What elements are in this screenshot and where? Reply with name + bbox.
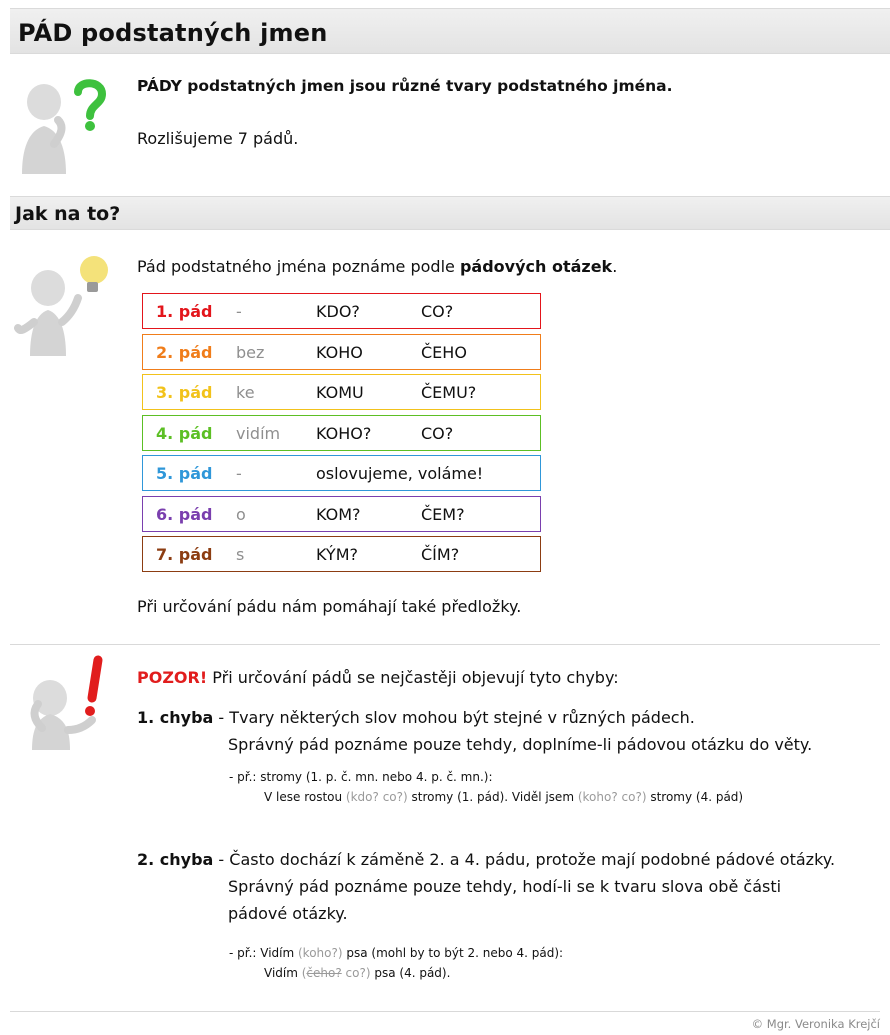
case-question-2: ČEM? xyxy=(421,504,465,524)
case-question-2: ČEHO xyxy=(421,342,467,362)
case-question-1: oslovujeme, voláme! xyxy=(316,464,484,483)
page-title: PÁD podstatných jmen xyxy=(18,19,328,47)
prepositions-note: Při určování pádu nám pomáhají také předložky. xyxy=(137,597,522,616)
case-table xyxy=(142,293,541,577)
case-question-1: KOHO xyxy=(316,342,363,362)
example-text: psa (4. pád). xyxy=(370,966,451,980)
error-2-label: 2. chyba xyxy=(137,850,214,869)
example-question: (koho? co?) xyxy=(577,790,647,804)
case-row-5 xyxy=(142,455,541,491)
intro-bold-text: pádových otázek xyxy=(459,257,613,276)
case-preposition: vidím xyxy=(236,423,281,443)
thinking-figure-question-icon xyxy=(14,70,108,174)
example-text: stromy (4. pád) xyxy=(646,790,744,804)
example-text: psa (mohl by to být 2. nebo 4. pád): xyxy=(342,946,564,960)
case-row-3 xyxy=(142,374,541,410)
error-2-example-1 xyxy=(229,946,563,960)
worried-figure-exclamation-icon xyxy=(20,654,120,750)
case-number: 5. pád xyxy=(156,464,213,483)
example-text: - př.: Vidím xyxy=(229,946,298,960)
example-paren: ( xyxy=(301,966,307,980)
warning-text xyxy=(137,668,619,687)
example-question: co?) xyxy=(341,966,371,980)
section-heading: Jak na to? xyxy=(15,203,121,225)
example-struck-question: čeho? xyxy=(306,966,342,980)
case-question-1: KOMU xyxy=(316,383,364,402)
case-preposition: o xyxy=(236,504,246,524)
error-1-example-1: - př.: stromy (1. p. č. mn. nebo 4. p. č. mn.): xyxy=(229,770,493,784)
case-question-1: KDO? xyxy=(316,302,360,321)
case-row-6 xyxy=(142,496,541,532)
example-text: V lese rostou xyxy=(264,790,346,804)
case-number: 3. pád xyxy=(156,383,213,402)
error-1-line-2: Správný pád poznáme pouze tehdy, doplníme-li pádovou otázku do věty. xyxy=(228,735,813,754)
case-preposition: ke xyxy=(236,383,255,402)
error-2-line-1 xyxy=(137,850,835,869)
example-question: (kdo? co?) xyxy=(345,790,408,804)
case-row-4 xyxy=(142,415,541,451)
intro-text-end: . xyxy=(612,257,618,276)
case-preposition: - xyxy=(236,302,242,321)
idea-figure-lightbulb-icon xyxy=(14,252,114,356)
case-count-text: Rozlišujeme 7 pádů. xyxy=(137,129,299,148)
case-preposition: - xyxy=(236,464,242,483)
case-question-1: KOHO? xyxy=(316,423,372,443)
case-question-2: CO? xyxy=(421,423,454,443)
case-row-7 xyxy=(142,536,541,572)
case-number: 6. pád xyxy=(156,504,213,524)
section-divider xyxy=(10,644,880,645)
error-1-line-1 xyxy=(137,708,695,727)
footer-divider xyxy=(10,1011,880,1012)
case-row-2 xyxy=(142,334,541,370)
error-2-line-2: Správný pád poznáme pouze tehdy, hodí-li se k tvaru slova obě části xyxy=(228,877,782,896)
example-question: (koho?) xyxy=(298,946,343,960)
definition-text: PÁDY podstatných jmen jsou různé tvary podstatného jména. xyxy=(137,77,673,95)
error-1-desc: - Tvary některých slov mohou být stejné v různých pádech. xyxy=(213,708,695,727)
case-row-1 xyxy=(142,293,541,329)
error-1-example-2 xyxy=(264,790,743,804)
case-number: 1. pád xyxy=(156,302,213,321)
how-to-band xyxy=(10,196,890,230)
case-number: 7. pád xyxy=(156,545,213,564)
example-text: Vidím xyxy=(264,966,302,980)
example-text: stromy (1. pád). Viděl jsem xyxy=(407,790,578,804)
copyright: © Mgr. Veronika Krejčí xyxy=(751,1017,880,1031)
case-preposition: bez xyxy=(236,342,265,362)
error-2-desc: - Často dochází k záměně 2. a 4. pádu, protože mají podobné pádové otázky. xyxy=(213,850,836,869)
case-question-1: KOM? xyxy=(316,504,361,524)
case-number: 2. pád xyxy=(156,342,213,362)
title-band xyxy=(10,8,890,54)
case-number: 4. pád xyxy=(156,423,213,443)
intro-text-part: Pád podstatného jména poznáme podle xyxy=(137,257,460,276)
case-preposition: s xyxy=(236,545,245,564)
warning-label: POZOR! xyxy=(137,668,208,687)
error-2-example-2 xyxy=(264,966,450,980)
intro-text xyxy=(137,257,617,276)
case-question-2: CO? xyxy=(421,302,454,321)
case-question-1: KÝM? xyxy=(316,545,358,564)
case-question-2: ČEMU? xyxy=(421,383,477,402)
error-1-label: 1. chyba xyxy=(137,708,214,727)
warning-intro: Při určování pádů se nejčastěji objevují tyto chyby: xyxy=(207,668,619,687)
error-2-line-3: pádové otázky. xyxy=(228,904,348,923)
case-question-2: ČÍM? xyxy=(421,545,460,564)
